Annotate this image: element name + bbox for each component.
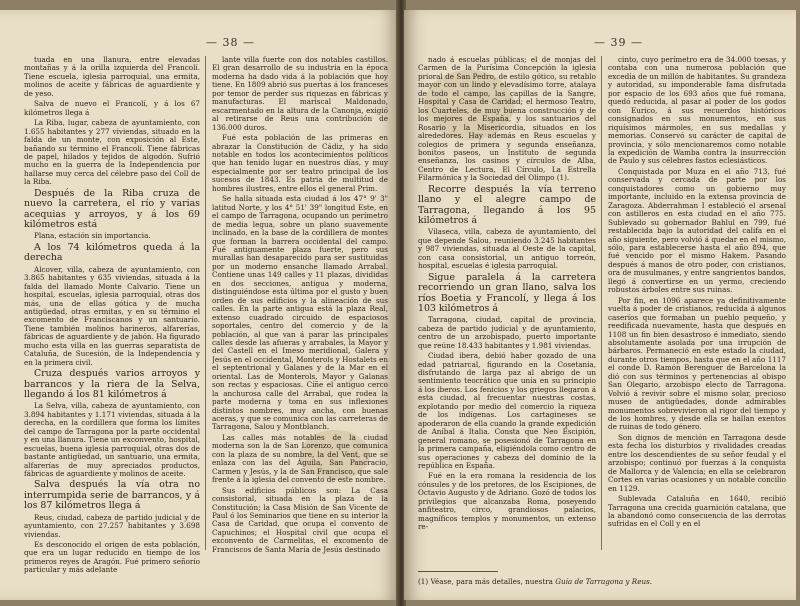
text-column-2 <box>212 56 388 594</box>
paragraph: lante villa fuerte con dos notables castillos. El gran desarrollo de su industria en la época moderna ha dado vida á la población que hoy tiene. En 1809 abrió sus puertas á los franceses por temor de perder sus riquezas en fábricas y manufacturas. El mariscal Maldonado, escarmentado en la altura de la Canonja, exigió al retirarse de Reus una contribución de 136.000 duros. <box>212 56 388 132</box>
footnote-rule <box>418 571 498 572</box>
paragraph: Se halla situada esta ciudad á los 47° 9' 3" latitud Norte, y los 4° 51' 39" longitud Este, en el campo de Tarragona, ocupando un perímetro de media legua, sobre un plano suavemente inclinado, en la base de la cordillera de montes que forman la barrera occidental del campo. Fué antiguamente plaza fuerte, pero sus murallas han desaparecido para ser sustituidas por un moderno ensanche llamado Arrabal. Contiene unas 149 calles y 11 plazas, divididas en dos secciones, antigua y moderna, distinguiéndose esta última por el gusto y buen orden de sus edificios y la alineación de sus calles. En la parte antigua está la plaza Real, extenso cuadrado circuido de espaciosos soportales, centro del comercio y de la población, al que van á parar las principales calles desde las afueras y arrabales, la Mayor y del Castell en el Imeso meridional, Galera y Jesús en el occidental, Monterols y Hostalets en el septentrional y Galanes y de la Mar en el oriental. Las de Monterols, Mayor y Galanas son rectas y espaciosas. Cíñe el antiguo cerco la anchurosa calle del Arrabal, que rodea la parte moderna y toma en sus inflexiones distintos nombres, muy ancha, con buenas aceras, y que se comunica con las carreteras de Tarragona, Salou y Montblanch. <box>212 194 388 432</box>
route-heading: Salva después la vía otra no interrumpida serie de barrancos, y á los 87 kilómetros llega á <box>24 479 200 512</box>
route-heading: Después de la Riba cruza de nuevo la carretera, el río y varias acequias y arroyos, y á los 69 kilómetros está <box>24 187 200 231</box>
column-divider <box>601 56 602 550</box>
text-column-1 <box>24 56 200 594</box>
paragraph: Sus edificios públicos son: La Casa consistorial, situada en la plaza de la Constitución; la Casa Misión de San Vicente de Paul ó los Seminarios que tiene en su interior la Casa de Caridad, que ocupa el convento de Capuchinos; el Hospital civil que ocupa el exconvento de Carmelitas, el excomento de Franciscos de Santa María de Jesús destinado <box>212 485 388 554</box>
paragraph: La Selva, villa, cabeza de ayuntamiento, con 3.894 habitantes y 1.171 viviendas, situada á la derecha, en la cordillera que forma los límites del campo de Tarragona por la parte occidental y en una llanura. Tiene un exconvento, hospital, escuelas, buena iglesia parroquial, otras dos de bastante antigüedad, un santuario, una ermita, alfarerías de muy apreciados productos, fábricas de aguardiente y molinos de aceite. <box>24 401 200 478</box>
footnote-prefix: (1) Véase, para más detalles, nuestra <box>418 577 556 586</box>
paragraph: Son dignos de mención en Tarragona desde esta fecha los disturbios y rivalidades creadas entre los descendientes de su señor feudal y el arzobispo; continuó por fuerzas á la conquista de Mallorca y de Valencia; en ella se celebraron Cortes en varias ocasiones y un notable concilio en 1129. <box>608 432 786 493</box>
text-column-1 <box>418 56 596 560</box>
route-heading: Recorre después la vía terreno llano y el alegre campo de Tarragona, llegando á los 95 kilómetros á <box>418 183 596 227</box>
route-heading: Cruza después varios arroyos y barrancos y la riera de la Selva, llegando á los 81 kilómetros á <box>24 368 200 400</box>
paragraph: Ciudad ibera, debió haber gozado de una edad patriarcal, figurando en la Cosetania, disfrutando de larga paz al abrigo de un sentimiento teocrático que unía en su principio á los iberos. Los fenicios y los griegos llegaron á esta ciudad, al frecuentar nuestras costas, explotando por medio del comercio la riqueza de los indígenas. Los cartagineses se apoderaron de ella cuando la grande expedición de Aníbal á Italia. Consta que Neo Escipión, general romano, se posesionó de Tarragona en la primera campaña, eligiéndola como centro de sus operaciones y cabeza del dominio de la república en España. <box>418 351 596 471</box>
page-number: — 39 — <box>594 36 643 49</box>
text-column-2 <box>608 56 786 560</box>
paragraph: Salva de nuevo el Francolí, y á los 67 kilómetros llega á <box>24 99 200 117</box>
paragraph: Tarragona, ciudad, capital de provincia, cabeza de partido judicial y de ayuntamiento, centro de un arzobispado, puerto importante que reúne 18.433 habitantes y 1.981 viviendas. <box>418 315 596 350</box>
paragraph: Conquistada por Muza en el año 713, fué conservada y cercada de parte por los conquistadores como un gobierno muy importante, incluido en la extensa provincia de Zaragoza. Abderrahman I estableció el arsenal con astilleros en esta ciudad en el año 775. Sublevado su gobernador Bahlul en 799, fué restablecida bajo la autoridad del califa en el año siguiente, pero volvió á quedar en el mismo, sólo, para establecerse hasta el año 894, que fué vencido por el mismo Hakem. Pasando después á manos de otro poder, con cristianos, ora de musulmanes, y entre sangrientos bandos, llegó á convertirse en un yermo, creciendo robustos árboles entre sus ruinas. <box>608 166 786 295</box>
paragraph: Sublevada Cataluña en 1640, recibió Tarragona una crecida guarnición catalana, que la abandonó como consecuencia de las derrotas sufridas en el Coll y en el <box>608 494 786 529</box>
paragraph: Fué esta población de las primeras en abrazar la Constitución de Cádiz, y ha sido notable en todos los acontecimientos políticos que han tenido lugar en nuestros días, y muy especialmente por ser teatro principal de los sucesos de 1843. Es patria de multitud de hombres ilustres, entre ellos el general Prim. <box>212 133 388 193</box>
paragraph: Las calles más notables de la ciudad moderna son la de San Lorenzo, que comunica con la plaza de su nombre, la del Vent, que se enlaza con las del Águila, San Pancracio, Carmen y Jesús, y la de San Francisco, que sale frente á la iglesia del convento de este nombre. <box>212 432 388 485</box>
column-divider <box>205 56 206 550</box>
paragraph: tuada en una llanura, entre elevadas montañas y á la orilla izquierda del Francolí. Tiene escuela, iglesia parroquial, una ermita, molinos de aceite y fábricas de aguardiente y de yeso. <box>24 56 200 98</box>
paragraph: nado á escuelas públicas; el de monjas del Carmen de la Purísima Concepción la iglesia prioral de San Pedro, de estilo gótico, su retablo mayor con un lindo y elevadísimo torre, atalaya de todo el campo, las capillas de la Sangre, Hospital y Casa de Caridad; el hermoso Teatro, los Cuarteles, de muy buena construcción y de los mejores de España, y los santuarios del Rosario y la Misericordia, situados en los alrededores. Hay además en Reus escuelas y colegios de primera y segunda enseñanza, bonitos paseos, un Instituto de segunda enseñanza, los casinos y círculos de Alba, Centro de Lectura, El Círculo, La Estrella Filarmónica y la Sociedad del Olimpo (1). <box>418 56 596 183</box>
paragraph: cinto, cuyo perímetro era de 34.000 toesas, y contaba con una numerosa población que excedía de un millón de habitantes. Su grandeza y autoridad, su imponderable fama disfrutada por espacio de los 693 años que fué romana, quedó reducida, al pasar al poder de los godos con Eurico, á sus recuerdos históricos consignados en sus monumentos, en sus riquísimos mármoles, en sus medallas y memorias. Conservó su carácter de capital de provincia, y sólo mencionaremos como notable la expedición de Wamba contra la insurrección de Paulo y sus célebres fastos eclesiásticos. <box>608 56 786 166</box>
paragraph: Es desconocido el origen de esta población, que era un lugar reducido en tiempo de los primeros reyes de Aragón. Fué primero señorío particular y más adelante <box>24 540 200 575</box>
left-page <box>0 10 398 600</box>
footnote <box>418 577 782 586</box>
paragraph: La Riba, lugar, cabeza de ayuntamiento, con 1.655 habitantes y 277 viviendas, situado en la falda de un monte, con exposición al Este, bañando su término el Francolí. Tiene fábricas de papel, hilados y tejidos de algodón. Sufrió mucho en la guerra de la Independencia por hallarse muy cerca del célebre paso del Coll de la Riba. <box>24 118 200 187</box>
paragraph: Por fin, en 1096 aparece ya definitivamente vuelta á poder de cristianos, reducida á algunos caseríos que formaban un pueblo pequeño, y reedificada nuevamente, hasta que después en 1108 un fin bien desastroso é inmediato, siendo absolutamente asolada por una irrupción de bárbaros. Permaneció en este estado la ciudad, durante otros tiempos, hasta que en el año 1117 el conde D. Ramón Berenguer de Barcelona la dió con sus términos y pertenencias al obispo San Olegario, arzobispo electo de Tarragona. Volvió á revivir sobre el mismo solar, precioso museo de antigüedades, donde admirables monumentos sobrevivieron al rigor del tiempo y de los hombres, y desde ella se hallan exentos de ruinas de todo género. <box>608 295 786 432</box>
paragraph: Reus, ciudad, cabeza de partido judicial y de ayuntamiento, con 27.257 habitantes y 3.698 viviendas. <box>24 512 200 539</box>
paragraph: Vilaseca, villa, cabeza de ayuntamiento, del que depende Salou, reuniendo 3.245 habitantes y 987 viviendas, situada al Oeste de la capital, con casa consistorial, un antiguo torreón, hospital, escuelas é iglesia parroquial. <box>418 227 596 271</box>
paragraph: Alcover, villa, cabeza de ayuntamiento, con 3.865 habitantes y 635 viviendas, situada á la falda del llamado Monte Calvario. Tiene un hospital, escuelas, iglesia parroquial, otras dos más, una de ellas gótica y de mucha antigüedad, otras ermitas, y en su término el excomento de Franciscanos y un santuario. Tiene también molinos harineros, alfarerías, fábricas de aguardiente y de jabón. Ha figurado mucho esta villa en las guerras separatista de Cataluña, de Sucesión, de la Independencia y en la primera civil. <box>24 264 200 367</box>
page-number: — 38 — <box>206 36 255 49</box>
route-heading: Sigue paralela á la carretera recorriendo un gran llano, salva los ríos Boetia y Francolí, y llega á los 103 kilómetros á <box>418 271 596 314</box>
paragraph: Fué en la era romana la residencia de los cónsules y de los pretores, de los Escipiones, de Octavio Augusto y de Adriano. Gozó de todos los privilegios que alcanzaba Roma, poseyendo anfiteatro, circo, grandiosos palacios, magníficos templos y monumentos, un extenso re- <box>418 471 596 532</box>
right-page <box>404 10 796 600</box>
paragraph: Plana, estación sin importancia. <box>34 231 151 241</box>
footnote-book-title: Guía de Tarragona y Reus. <box>555 577 653 586</box>
route-heading: A los 74 kilómetros queda á la derecha <box>24 241 200 264</box>
